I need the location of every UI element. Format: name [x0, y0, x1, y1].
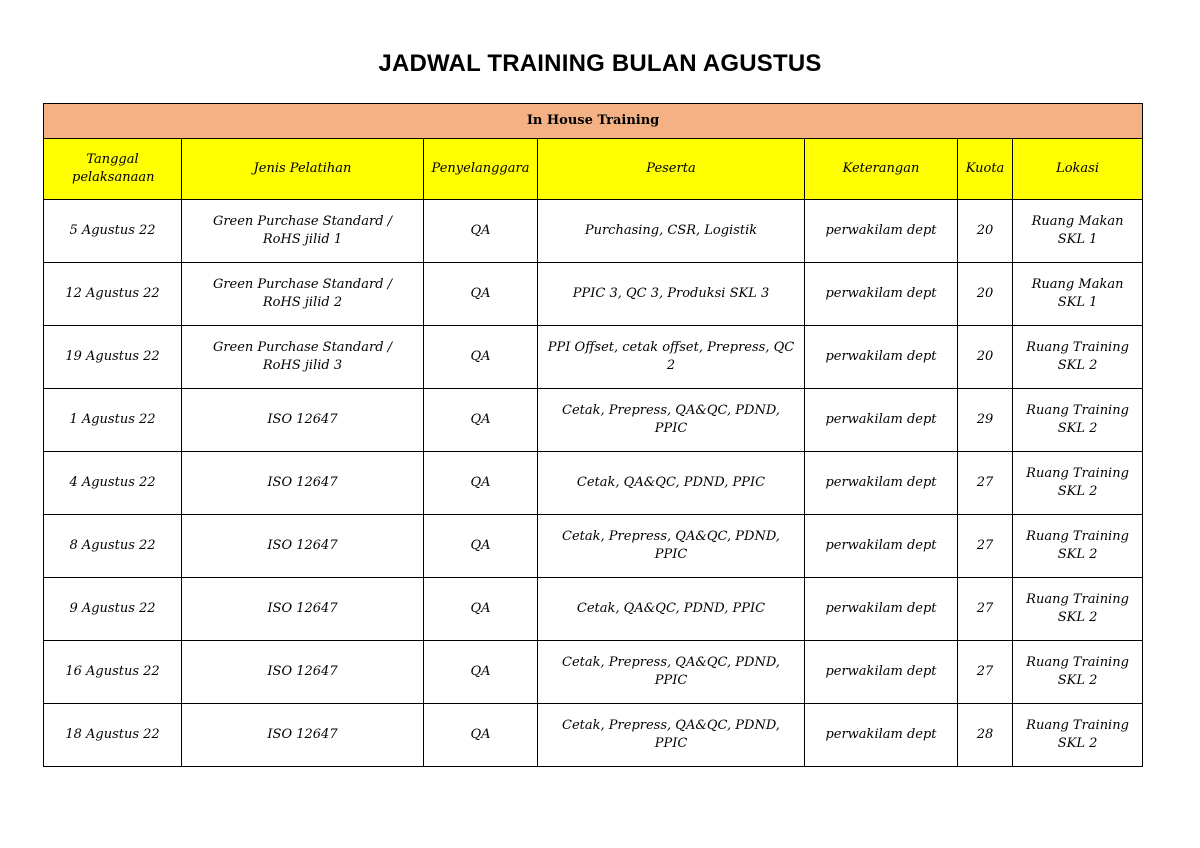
cell-peserta: Cetak, Prepress, QA&QC, PDND, PPIC: [538, 389, 805, 452]
cell-jenis-pelatihan: ISO 12647: [182, 515, 424, 578]
cell-jenis-pelatihan: ISO 12647: [182, 578, 424, 641]
cell-lokasi: Ruang Training SKL 2: [1013, 641, 1143, 704]
column-header-peserta: Peserta: [538, 139, 805, 200]
cell-kuota: 27: [958, 641, 1013, 704]
table-row: [44, 326, 1143, 389]
cell-jenis-pelatihan: ISO 12647: [182, 389, 424, 452]
cell-peserta: Cetak, Prepress, QA&QC, PDND, PPIC: [538, 641, 805, 704]
cell-jenis-pelatihan: ISO 12647: [182, 641, 424, 704]
cell-kuota: 27: [958, 452, 1013, 515]
cell-kuota: 29: [958, 389, 1013, 452]
page-title: JADWAL TRAINING BULAN AGUSTUS: [378, 50, 822, 77]
cell-peserta: Cetak, QA&QC, PDND, PPIC: [538, 578, 805, 641]
cell-lokasi: Ruang Training SKL 2: [1013, 515, 1143, 578]
cell-tanggal: 4 Agustus 22: [44, 452, 182, 515]
cell-kuota: 20: [958, 326, 1013, 389]
cell-keterangan: perwakilam dept: [805, 515, 958, 578]
cell-keterangan: perwakilam dept: [805, 389, 958, 452]
column-header-jenis-pelatihan: Jenis Pelatihan: [182, 139, 424, 200]
cell-tanggal: 1 Agustus 22: [44, 389, 182, 452]
column-header-row: [44, 139, 1143, 200]
cell-kuota: 20: [958, 200, 1013, 263]
cell-kuota: 28: [958, 704, 1013, 767]
cell-peserta: PPIC 3, QC 3, Produksi SKL 3: [538, 263, 805, 326]
table-row: [44, 200, 1143, 263]
column-header-lokasi: Lokasi: [1013, 139, 1143, 200]
cell-penyelanggara: QA: [424, 641, 538, 704]
section-header-row: [44, 104, 1143, 139]
cell-kuota: 27: [958, 515, 1013, 578]
column-header-penyelanggara: Penyelanggara: [424, 139, 538, 200]
table-row: [44, 263, 1143, 326]
cell-jenis-pelatihan: Green Purchase Standard / RoHS jilid 2: [182, 263, 424, 326]
cell-jenis-pelatihan: ISO 12647: [182, 704, 424, 767]
column-header-tanggal: Tanggal pelaksanaan: [44, 139, 182, 200]
cell-lokasi: Ruang Training SKL 2: [1013, 389, 1143, 452]
table-row: [44, 578, 1143, 641]
cell-keterangan: perwakilam dept: [805, 641, 958, 704]
cell-tanggal: 5 Agustus 22: [44, 200, 182, 263]
table-row: [44, 704, 1143, 767]
cell-peserta: Cetak, QA&QC, PDND, PPIC: [538, 452, 805, 515]
cell-penyelanggara: QA: [424, 389, 538, 452]
cell-keterangan: perwakilam dept: [805, 452, 958, 515]
cell-peserta: Cetak, Prepress, QA&QC, PDND, PPIC: [538, 704, 805, 767]
cell-peserta: PPI Offset, cetak offset, Prepress, QC 2: [538, 326, 805, 389]
cell-lokasi: Ruang Training SKL 2: [1013, 578, 1143, 641]
cell-jenis-pelatihan: Green Purchase Standard / RoHS jilid 1: [182, 200, 424, 263]
cell-penyelanggara: QA: [424, 326, 538, 389]
cell-jenis-pelatihan: ISO 12647: [182, 452, 424, 515]
cell-keterangan: perwakilam dept: [805, 326, 958, 389]
cell-tanggal: 18 Agustus 22: [44, 704, 182, 767]
cell-keterangan: perwakilam dept: [805, 200, 958, 263]
cell-lokasi: Ruang Training SKL 2: [1013, 452, 1143, 515]
table-row: [44, 389, 1143, 452]
table-row: [44, 641, 1143, 704]
cell-lokasi: Ruang Training SKL 2: [1013, 704, 1143, 767]
section-title: In House Training: [44, 104, 1143, 139]
table-row: [44, 452, 1143, 515]
cell-keterangan: perwakilam dept: [805, 704, 958, 767]
cell-tanggal: 12 Agustus 22: [44, 263, 182, 326]
cell-lokasi: Ruang Training SKL 2: [1013, 326, 1143, 389]
table-body: [44, 200, 1143, 767]
column-header-keterangan: Keterangan: [805, 139, 958, 200]
cell-penyelanggara: QA: [424, 578, 538, 641]
cell-penyelanggara: QA: [424, 515, 538, 578]
cell-penyelanggara: QA: [424, 263, 538, 326]
cell-peserta: Cetak, Prepress, QA&QC, PDND, PPIC: [538, 515, 805, 578]
cell-penyelanggara: QA: [424, 200, 538, 263]
cell-lokasi: Ruang Makan SKL 1: [1013, 263, 1143, 326]
table-row: [44, 515, 1143, 578]
cell-kuota: 20: [958, 263, 1013, 326]
cell-keterangan: perwakilam dept: [805, 578, 958, 641]
cell-jenis-pelatihan: Green Purchase Standard / RoHS jilid 3: [182, 326, 424, 389]
cell-lokasi: Ruang Makan SKL 1: [1013, 200, 1143, 263]
cell-keterangan: perwakilam dept: [805, 263, 958, 326]
cell-peserta: Purchasing, CSR, Logistik: [538, 200, 805, 263]
cell-penyelanggara: QA: [424, 704, 538, 767]
cell-tanggal: 19 Agustus 22: [44, 326, 182, 389]
cell-penyelanggara: QA: [424, 452, 538, 515]
cell-tanggal: 8 Agustus 22: [44, 515, 182, 578]
cell-kuota: 27: [958, 578, 1013, 641]
cell-tanggal: 16 Agustus 22: [44, 641, 182, 704]
training-schedule-table: [43, 103, 1143, 767]
cell-tanggal: 9 Agustus 22: [44, 578, 182, 641]
column-header-kuota: Kuota: [958, 139, 1013, 200]
